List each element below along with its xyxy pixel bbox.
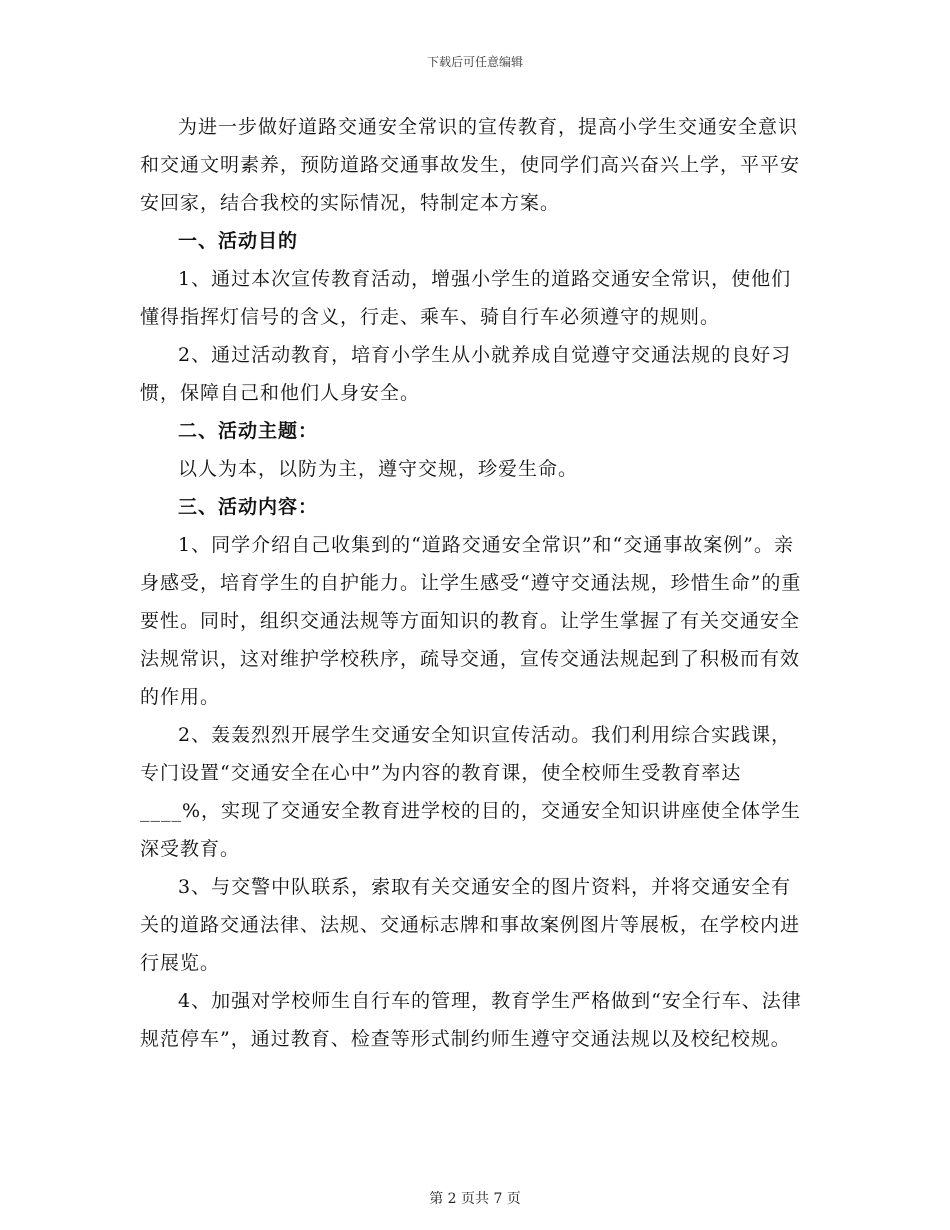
paragraph-purpose-2: 2、通过活动教育，培育小学生从小就养成自觉遵守交通法规的良好习惯，保障自己和他们人身安全。 — [140, 344, 792, 404]
section-heading-content: 三、活动内容： — [178, 496, 319, 518]
page-footer: 第 2 页共 7 页 — [429, 1191, 521, 1207]
paragraph-purpose-1: 1、通过本次宣传教育活动，增强小学生的道路交通安全常识，使他们懂得指挥灯信号的含义，行走、乘车、骑自行车必须遵守的规则。 — [140, 268, 792, 328]
page-header: 下载后可任意编辑 — [426, 55, 523, 69]
paragraph-theme: 以人为本，以防为主，遵守交规，珍爱生命。 — [178, 458, 579, 480]
section-heading-theme: 二、活动主题： — [178, 420, 319, 442]
section-heading-purpose: 一、活动目的 — [178, 230, 299, 252]
document-body — [140, 108, 810, 1058]
paragraph-content-1: 1、同学介绍自己收集到的“道路交通安全常识”和“交通事故案例”。亲身感受，培育学生的自护能力。让学生感受“遵守交通法规，珍惜生命”的重要性。同时，组织交通法规等方面知识的教育。让学生掌握了有关交通安全法规常识，这对维护学校秩序，疏导交通，宣传交通法规起到了积极而有效的作用。 — [140, 534, 802, 708]
paragraph-content-3: 3、与交警中队联系，索取有关交通安全的图片资料，并将交通安全有关的道路交通法律、法规、交通标志牌和事故案例图片等展板，在学校内进行展览。 — [140, 876, 801, 974]
paragraph-intro: 为进一步做好道路交通安全常识的宣传教育，提高小学生交通安全意识和交通文明素养，预防道路交通事故发生，使同学们高兴奋兴上学，平平安安回家，结合我校的实际情况，特制定本方案。 — [140, 116, 801, 214]
paragraph-content-2: 2、轰轰烈烈开展学生交通安全知识宣传活动。我们利用综合实践课，专门设置“交通安全在心中”为内容的教育课，使全校师生受教育率达____%，实现了交通安全教育进学校的目的，交通安全知识讲座使全体学生深受教育。 — [140, 724, 802, 860]
paragraph-content-4: 4、加强对学校师生自行车的管理，教育学生严格做到“安全行车、法律规范停车”，通过教育、检查等形式制约师生遵守交通法规以及校纪校规。 — [140, 990, 802, 1050]
